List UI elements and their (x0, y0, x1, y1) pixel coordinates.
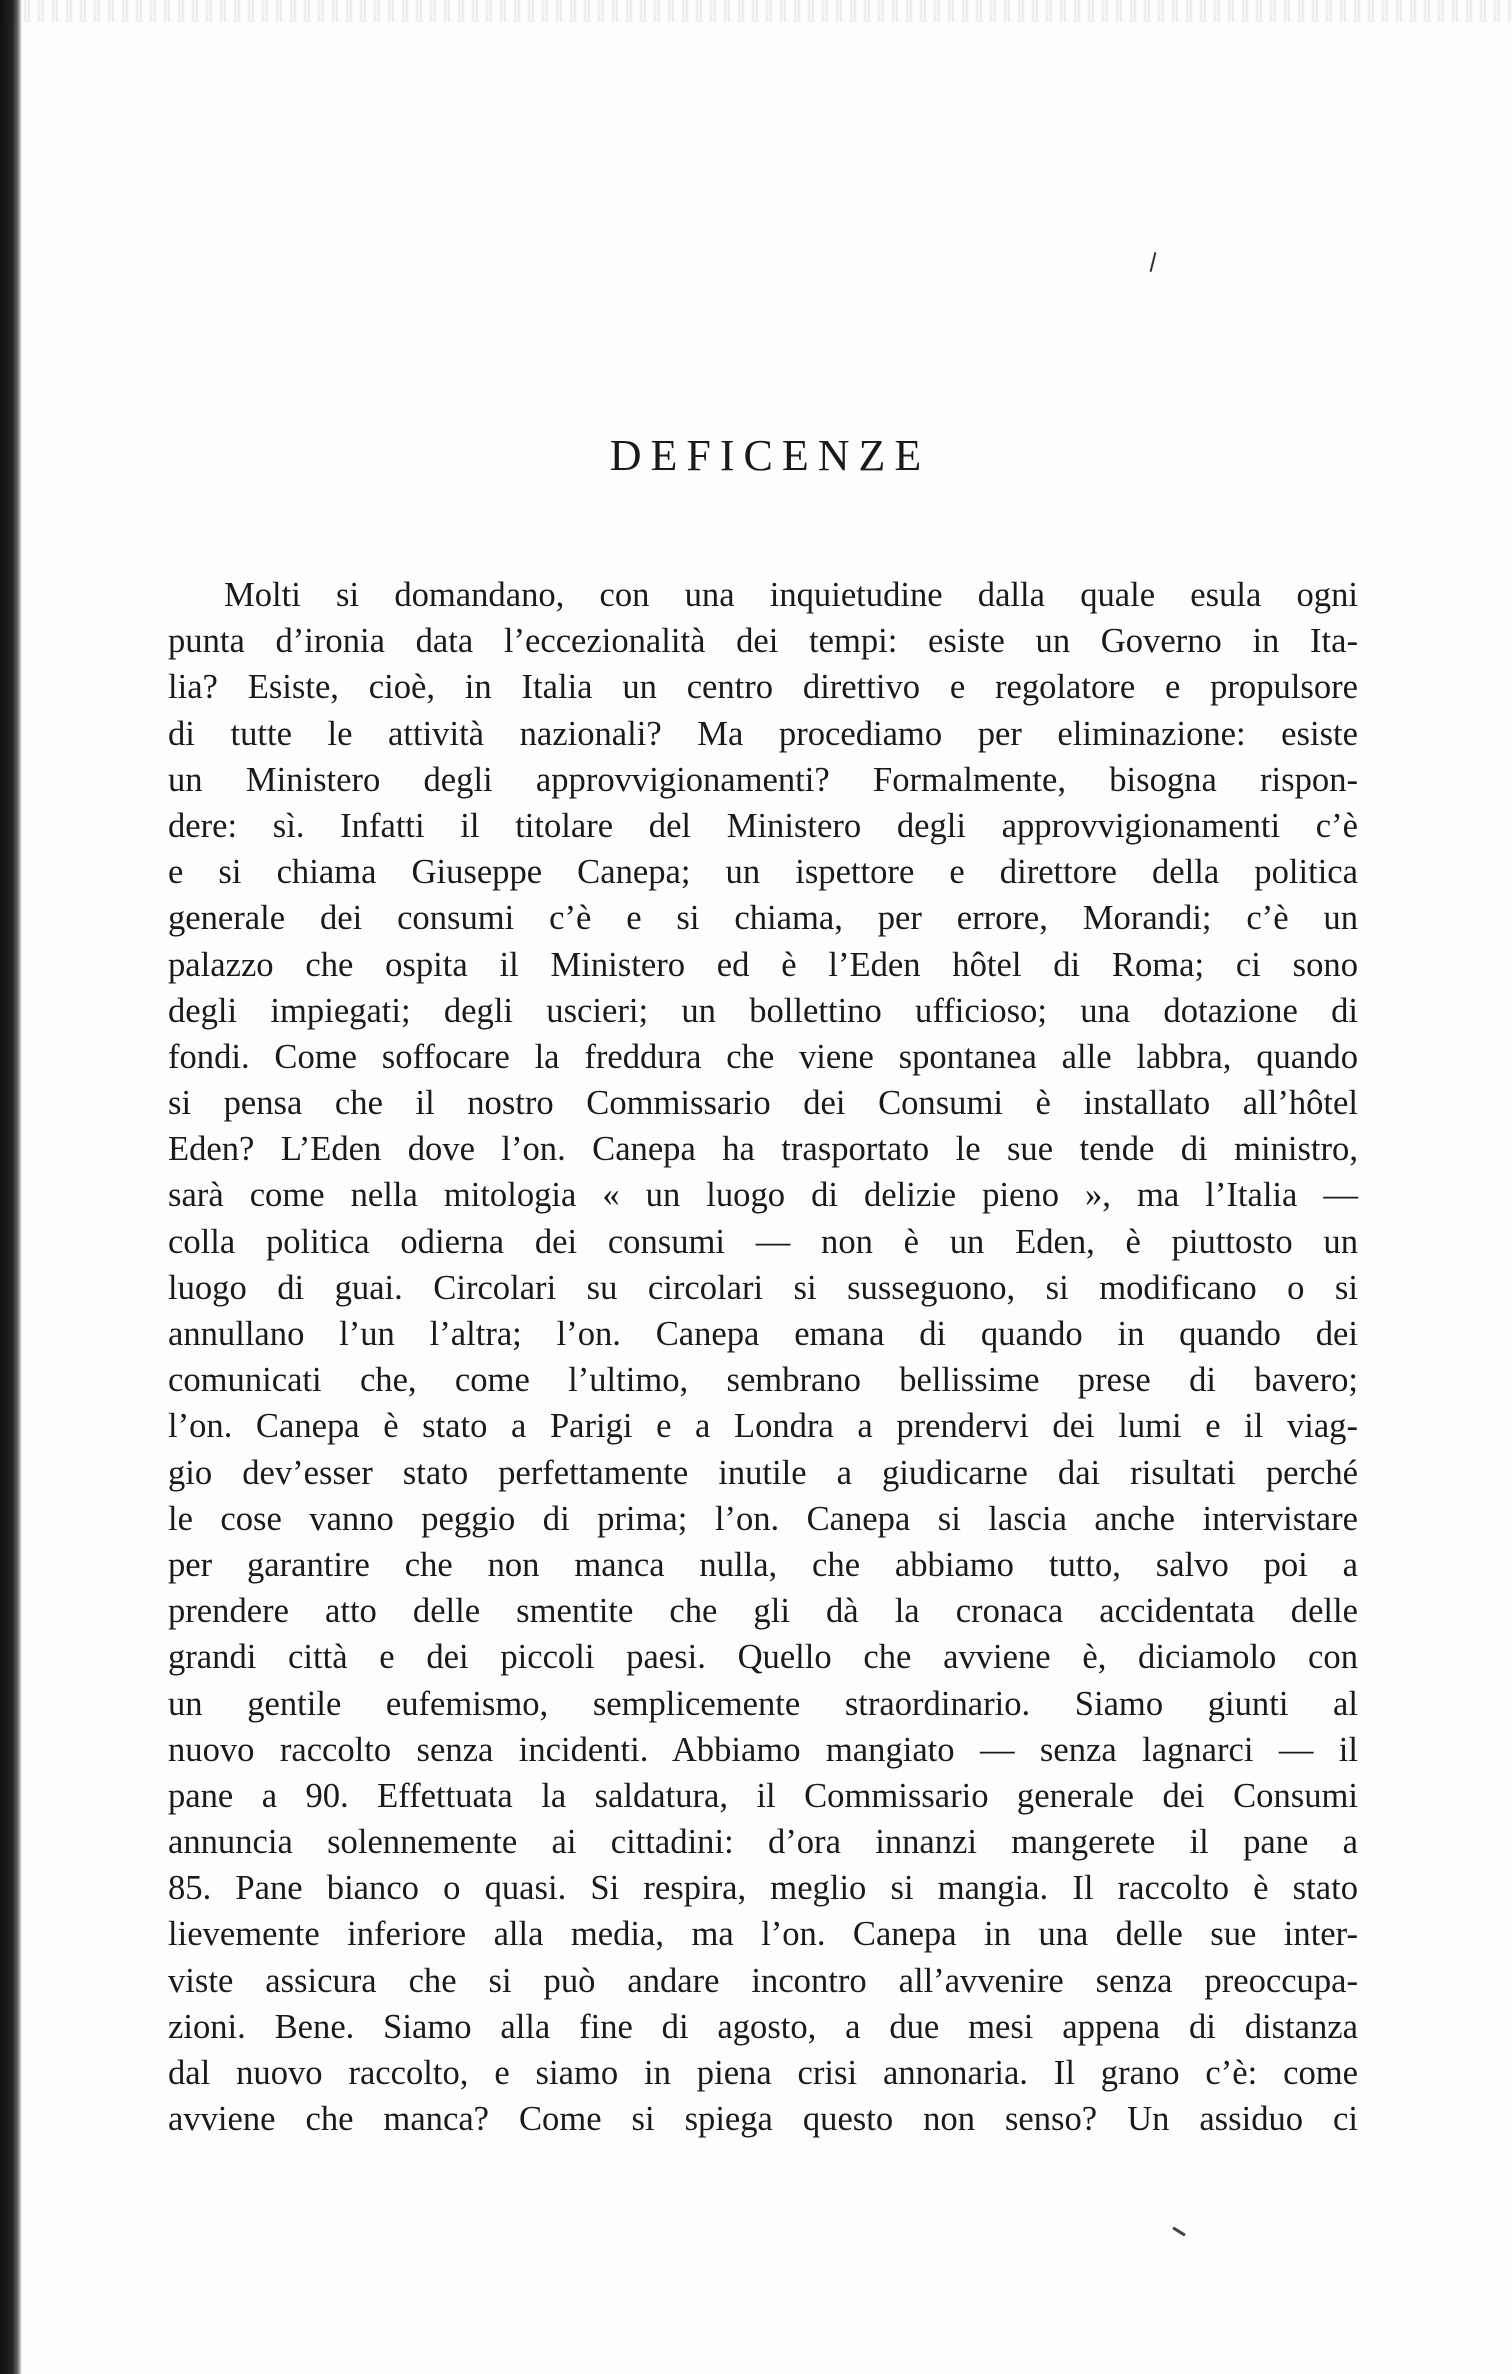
text-line: si pensa che il nostro Commissario dei Consumi è installato all’hôtel (168, 1084, 1358, 1123)
text-line: dal nuovo raccolto, e siamo in piena crisi annonaria. Il grano c’è: come (168, 2054, 1358, 2092)
text-line: luogo di guai. Circolari su circolari si susseguono, si modificano o si (168, 1268, 1358, 1307)
text-line: l’on. Canepa è stato a Parigi e a Londra a prendervi dei lumi e il viag- (168, 1407, 1358, 1446)
text-line: 85. Pane bianco o quasi. Si respira, meglio si mangia. Il raccolto è stato (168, 1869, 1358, 1908)
text-line: gio dev’esser stato perfettamente inutile a giudicarne dai risultati perché (168, 1453, 1358, 1492)
text-line: lievemente inferiore alla media, ma l’on. Canepa in una delle sue inter- (168, 1915, 1358, 1954)
text-line: un Ministero degli approvvigionamenti? Formalmente, bisogna rispon- (168, 760, 1358, 799)
text-line: viste assicura che si può andare incontro all’avvenire senza preoccupa- (168, 1961, 1358, 2000)
text-line: Eden? L’Eden dove l’on. Canepa ha trasportato le sue tende di ministro, (168, 1130, 1358, 1169)
scan-noise-top-edge (0, 0, 1512, 22)
text-line: per garantire che non manca nulla, che abbiamo tutto, salvo poi a (168, 1545, 1358, 1584)
text-line: comunicati che, come l’ultimo, sembrano bellissime prese di bavero; (168, 1361, 1358, 1400)
text-line: di tutte le attività nazionali? Ma procediamo per eliminazione: esiste (168, 714, 1358, 753)
text-line: Molti si domandano, con una inquietudine dalla quale esula ogni (224, 576, 1358, 614)
text-line: punta d’ironia data l’eccezionalità dei tempi: esiste un Governo in Ita- (168, 622, 1358, 661)
stray-pen-mark (1150, 252, 1157, 272)
text-line: zioni. Bene. Siamo alla fine di agosto, a due mesi appena di distanza (168, 2007, 1358, 2046)
text-line: annullano l’un l’altra; l’on. Canepa emana di quando in quando dei (168, 1315, 1358, 1353)
text-line: pane a 90. Effettuata la saldatura, il Commissario generale dei Consumi (168, 1776, 1358, 1815)
text-line: colla politica odierna dei consumi — non è un Eden, è piuttosto un (168, 1222, 1358, 1261)
book-spine-shadow (0, 0, 22, 2374)
text-line: degli impiegati; degli uscieri; un bollettino ufficioso; una dotazione di (168, 991, 1358, 1030)
text-line: prendere atto delle smentite che gli dà la cronaca accidentata delle (168, 1592, 1358, 1631)
text-line: sarà come nella mitologia « un luogo di delizie pieno », ma l’Italia — (168, 1176, 1358, 1215)
text-line: e si chiama Giuseppe Canepa; un ispettore e direttore della politica (168, 853, 1358, 892)
chapter-title: DEFICENZE (609, 431, 931, 480)
text-line: le cose vanno peggio di prima; l’on. Canepa si lascia anche intervistare (168, 1499, 1358, 1538)
text-line: un gentile eufemismo, semplicemente straordinario. Siamo giunti al (168, 1684, 1358, 1723)
text-line: grandi città e dei piccoli paesi. Quello che avviene è, diciamolo con (168, 1638, 1358, 1677)
text-line: palazzo che ospita il Ministero ed è l’Eden hôtel di Roma; ci sono (168, 945, 1358, 984)
text-line: avviene che manca? Come si spiega questo non senso? Un assiduo ci (168, 2100, 1358, 2139)
text-line: lia? Esiste, cioè, in Italia un centro direttivo e regolatore e propulsore (168, 668, 1358, 707)
body-paragraph (168, 572, 1358, 2142)
text-line: nuovo raccolto senza incidenti. Abbiamo mangiato — senza lagnarci — il (168, 1730, 1358, 1769)
text-line: generale dei consumi c’è e si chiama, per errore, Morandi; c’è un (168, 899, 1358, 938)
text-line: fondi. Come soffocare la freddura che viene spontanea alle labbra, quando (168, 1037, 1358, 1076)
text-line: dere: sì. Infatti il titolare del Ministero degli approvvigionamenti c’è (168, 806, 1358, 845)
stray-pen-mark (1172, 2227, 1185, 2237)
text-line: annuncia solennemente ai cittadini: d’ora innanzi mangerete il pane a (168, 1823, 1358, 1862)
